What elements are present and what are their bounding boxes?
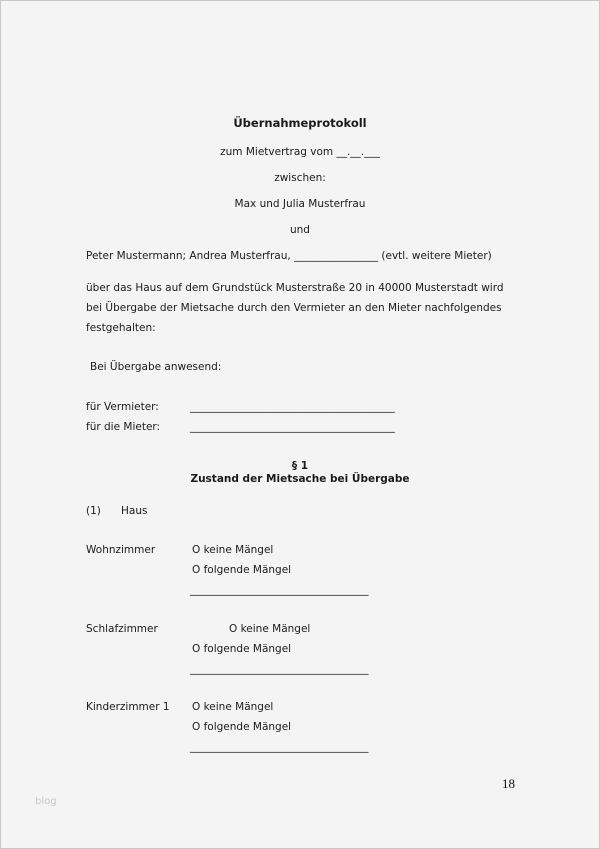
option-no-defects: O keine Mängel bbox=[192, 544, 274, 556]
watermark: blog bbox=[35, 796, 57, 807]
intro-line: über das Haus auf dem Grundstück Musterstraße 20 in 40000 Musterstadt wird bbox=[86, 282, 504, 294]
signature-line-tenants: _______________________________________ bbox=[190, 421, 395, 433]
room-name: Schlafzimmer bbox=[86, 623, 158, 635]
subsection-number: (1) bbox=[86, 505, 101, 517]
present-label-landlord: für Vermieter: bbox=[86, 401, 159, 413]
option-defects: O folgende Mängel bbox=[192, 643, 292, 655]
intro-line: bei Übergabe der Mietsache durch den Vermieter an den Mieter nachfolgendes bbox=[86, 302, 502, 314]
option-no-defects: O keine Mängel bbox=[192, 701, 274, 713]
section-heading: Zustand der Mietsache bei Übergabe bbox=[190, 473, 410, 485]
option-no-defects: O keine Mängel bbox=[229, 623, 311, 635]
document-title: Übernahmeprotokoll bbox=[233, 116, 367, 130]
between-label: zwischen: bbox=[274, 172, 326, 184]
defects-line: __________________________________ bbox=[190, 663, 369, 675]
subtitle: zum Mietvertrag vom __.__.___ bbox=[220, 146, 380, 158]
option-defects: O folgende Mängel bbox=[192, 564, 292, 576]
defects-line: __________________________________ bbox=[190, 584, 369, 596]
option-defects: O folgende Mängel bbox=[192, 721, 292, 733]
and-label: und bbox=[290, 224, 310, 236]
tenant-names: Peter Mustermann; Andrea Musterfrau, ________________ (evtl. weitere Mieter) bbox=[86, 250, 492, 262]
landlord-names: Max und Julia Musterfrau bbox=[234, 198, 366, 210]
signature-line-landlord: _______________________________________ bbox=[190, 401, 395, 413]
defects-line: __________________________________ bbox=[190, 741, 369, 753]
present-label: Bei Übergabe anwesend: bbox=[90, 361, 222, 373]
page-number: 18 bbox=[502, 776, 515, 791]
section-number: § 1 bbox=[291, 460, 309, 472]
present-label-tenants: für die Mieter: bbox=[86, 421, 161, 433]
subsection-label: Haus bbox=[121, 505, 148, 517]
room-name: Wohnzimmer bbox=[86, 544, 156, 556]
room-name: Kinderzimmer 1 bbox=[86, 701, 170, 713]
intro-line: festgehalten: bbox=[86, 322, 156, 334]
